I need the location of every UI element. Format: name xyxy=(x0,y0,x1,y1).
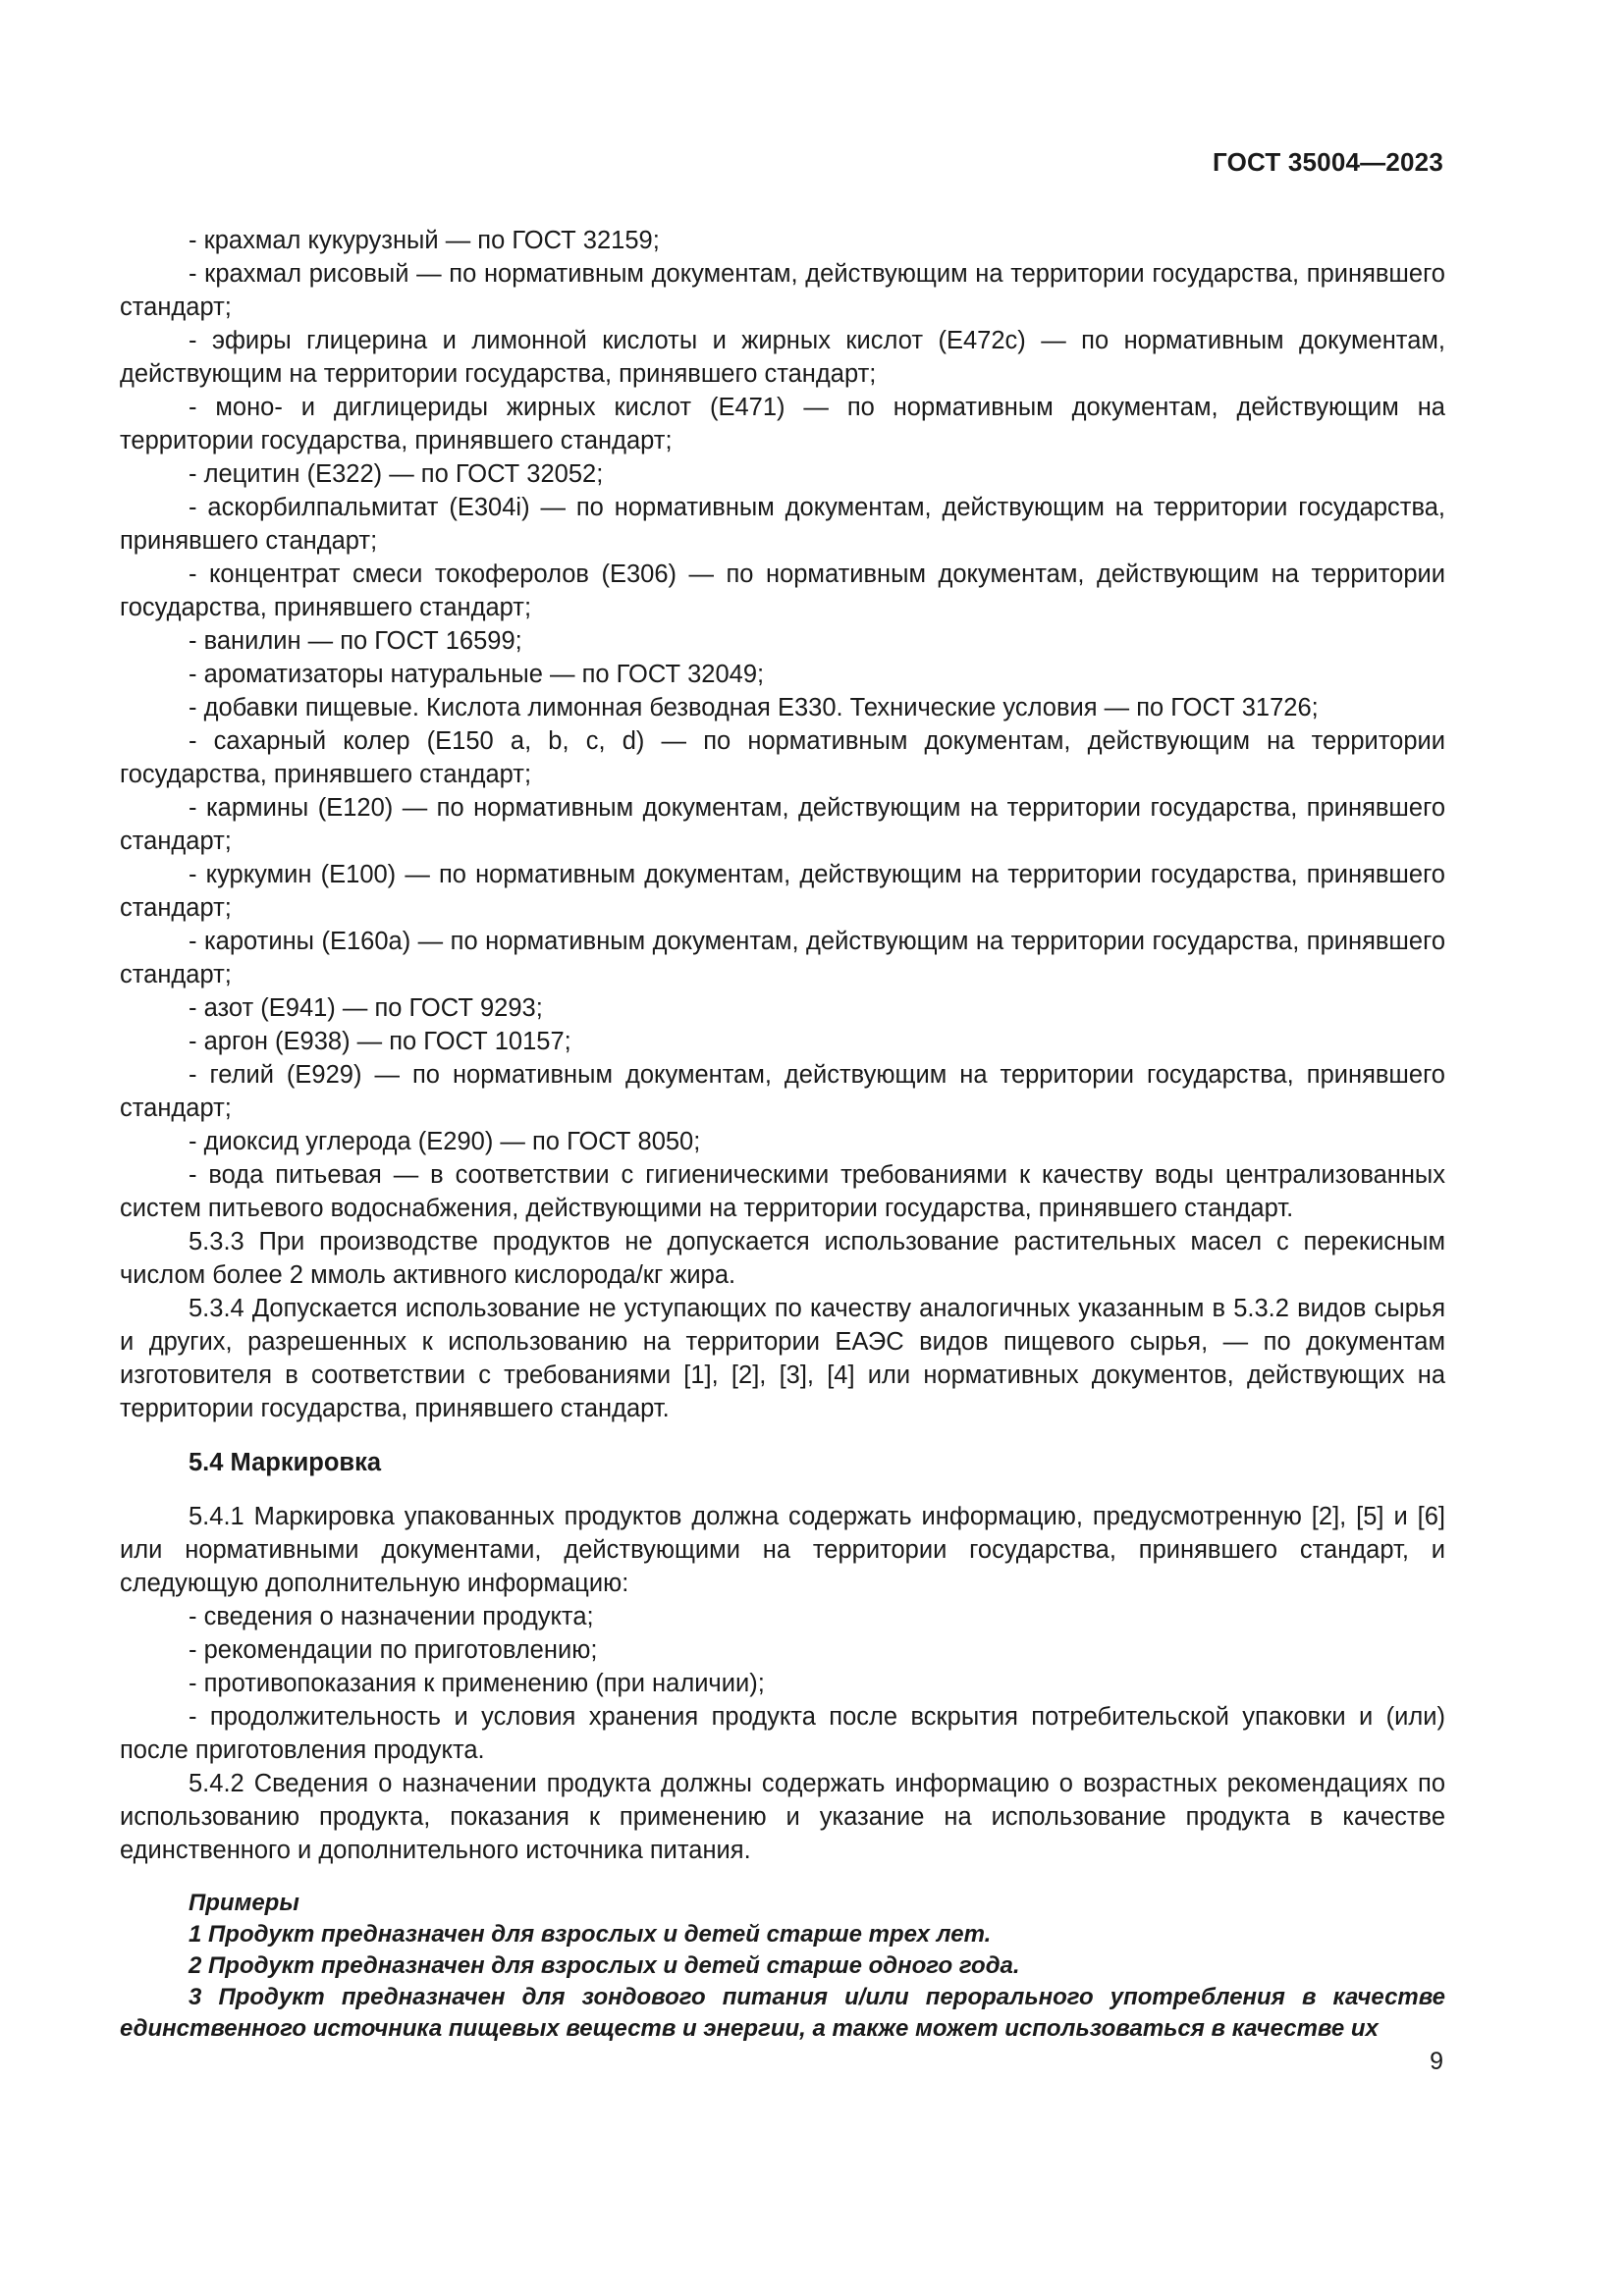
list-item: - добавки пищевые. Кислота лимонная безводная Е330. Технические условия — по ГОСТ 31726; xyxy=(189,694,1319,721)
list-item: - ванилин — по ГОСТ 16599; xyxy=(189,627,522,655)
clause-5-3-3: 5.3.3 При производстве продуктов не допускается использование растительных масел с перекисным числом более 2 ммоль активного кислорода/кг жира. xyxy=(120,1228,1445,1289)
list-item: - диоксид углерода (Е290) — по ГОСТ 8050; xyxy=(189,1128,701,1155)
list-item: - гелий (Е929) — по нормативным документам, действующим на территории государства, принявшего стандарт; xyxy=(120,1061,1445,1122)
spacer xyxy=(120,1425,1445,1446)
list-item: - ароматизаторы натуральные — по ГОСТ 32049; xyxy=(189,661,765,688)
examples-title: Примеры xyxy=(189,1890,299,1916)
list-item: - куркумин (Е100) — по нормативным документам, действующим на территории государства, принявшего стандарт; xyxy=(120,861,1445,922)
list-item: - концентрат смеси токоферолов (Е306) — по нормативным документам, действующим на территории государства, принявшего стандарт; xyxy=(120,561,1445,621)
spacer xyxy=(120,1867,1445,1888)
section-title: 5.4 Маркировка xyxy=(189,1449,382,1476)
document-body xyxy=(120,224,1445,2045)
clause-5-4-1: 5.4.1 Маркировка упакованных продуктов должна содержать информацию, предусмотренную [2], [5] и [6] или нормативными документами, действующими на территории государства, принявшего стандарт, и следующую дополнительную информацию: xyxy=(120,1503,1445,1597)
list-item: - каротины (Е160а) — по нормативным документам, действующим на территории государства, принявшего стандарт; xyxy=(120,928,1445,988)
list-item: - азот (Е941) — по ГОСТ 9293; xyxy=(189,994,543,1022)
spacer xyxy=(120,1479,1445,1500)
example-item: 1 Продукт предназначен для взрослых и детей старше трех лет. xyxy=(189,1921,992,1948)
list-item: - лецитин (Е322) — по ГОСТ 32052; xyxy=(189,460,604,488)
clause-5-3-4: 5.3.4 Допускается использование не уступающих по качеству аналогичных указанным в 5.3.2 видов сырья и других, разрешенных к использованию на территории ЕАЭС видов пищевого сырья, — по документам изготовителя в соответствии с требованиями [1], [2], [3], [4] или нормативных документов, действующих на территории государства, принявшего стандарт. xyxy=(120,1295,1445,1422)
list-item: - аргон (Е938) — по ГОСТ 10157; xyxy=(189,1028,571,1055)
list-item: - сахарный колер (Е150 a, b, c, d) — по нормативным документам, действующим на территории государства, принявшего стандарт; xyxy=(120,727,1445,788)
example-item: 2 Продукт предназначен для взрослых и детей старше одного года. xyxy=(189,1952,1020,1979)
list-item: - рекомендации по приготовлению; xyxy=(189,1636,598,1664)
list-item: - противопоказания к применению (при наличии); xyxy=(189,1670,765,1697)
list-item: - сведения о назначении продукта; xyxy=(189,1603,594,1630)
clause-5-4-2: 5.4.2 Сведения о назначении продукта должны содержать информацию о возрастных рекомендациях по использованию продукта, показания к применению и указание на использование продукта в качестве единственного и дополнительного источника питания. xyxy=(120,1770,1445,1864)
list-item: - моно- и диглицериды жирных кислот (Е471) — по нормативным документам, действующим на территории государства, принявшего стандарт; xyxy=(120,394,1445,454)
list-item: - вода питьевая — в соответствии с гигиеническими требованиями к качеству воды централизованных систем питьевого водоснабжения, действующими на территории государства, принявшего стандарт. xyxy=(120,1161,1445,1222)
list-item: - аскорбилпальмитат (Е304i) — по нормативным документам, действующим на территории государства, принявшего стандарт; xyxy=(120,494,1445,555)
list-item: - крахмал кукурузный — по ГОСТ 32159; xyxy=(189,227,660,254)
list-item: - продолжительность и условия хранения продукта после вскрытия потребительской упаковки и (или) после приготовления продукта. xyxy=(120,1703,1445,1764)
list-item: - эфиры глицерина и лимонной кислоты и жирных кислот (Е472с) — по нормативным документам, действующим на территории государства, принявшего стандарт; xyxy=(120,327,1445,388)
page-number: 9 xyxy=(1430,2048,1443,2075)
document-code-header: ГОСТ 35004—2023 xyxy=(1213,147,1443,177)
list-item: - крахмал рисовый — по нормативным документам, действующим на территории государства, принявшего стандарт; xyxy=(120,260,1445,321)
example-item: 3 Продукт предназначен для зондового питания и/или перорального употребления в качестве единственного источника пищевых веществ и энергии, а также может использоваться в качестве их xyxy=(120,1984,1445,2042)
list-item: - кармины (Е120) — по нормативным документам, действующим на территории государства, принявшего стандарт; xyxy=(120,794,1445,855)
